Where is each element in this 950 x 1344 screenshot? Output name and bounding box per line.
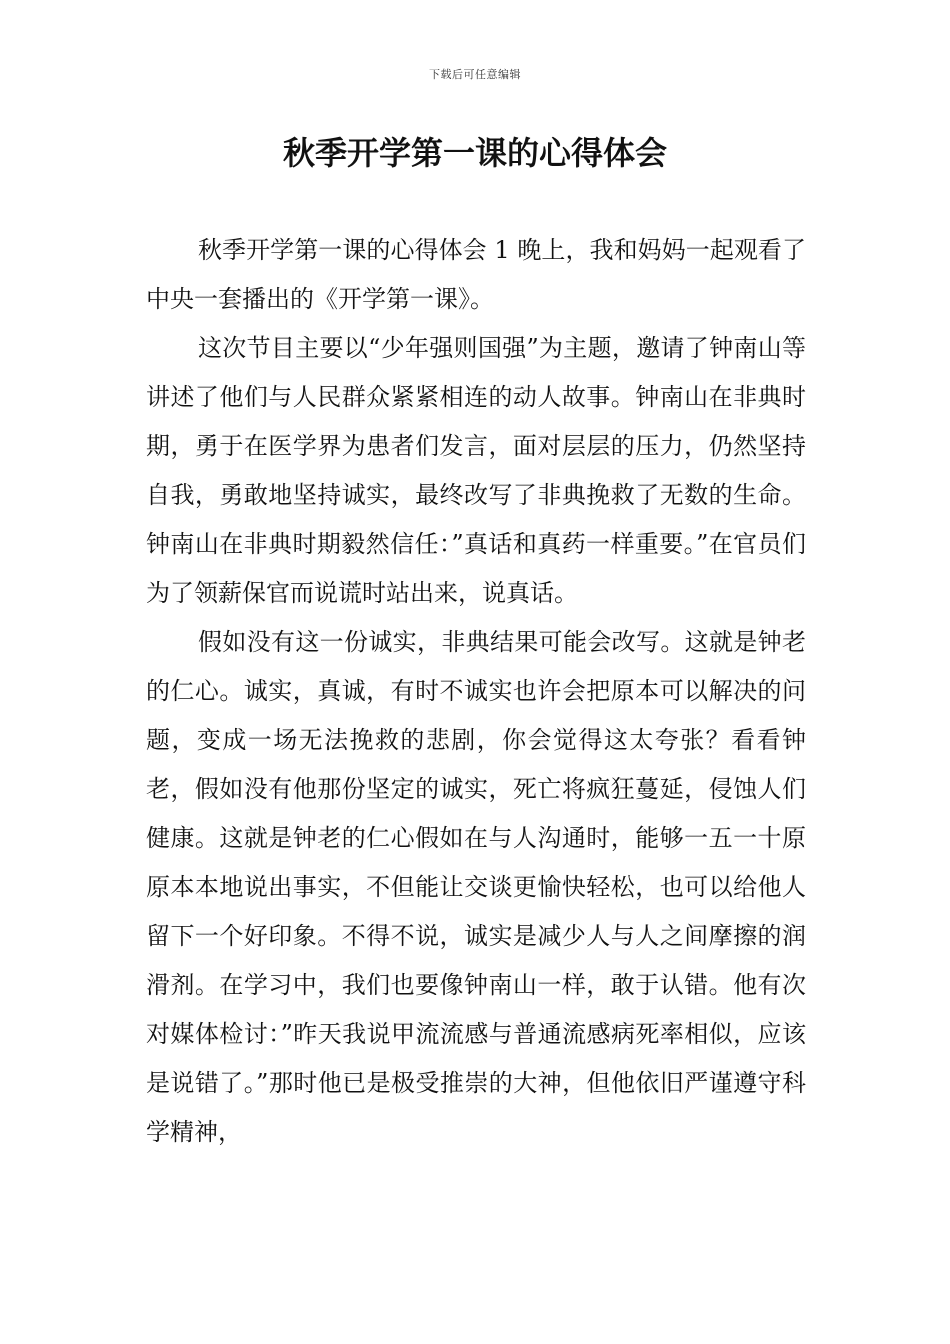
document-body (146, 226, 806, 1157)
document-title: 秋季开学第一课的心得体会 (282, 134, 667, 172)
paragraph-3: 假如没有这一份诚实，非典结果可能会改写。这就是钟老的仁心。诚实，真诚，有时不诚实也许会把原本可以解决的问题，变成一场无法挽救的悲剧，你会觉得这太夸张？看看钟老，假如没有他那份坚定的诚实，死亡将疯狂蔓延，侵蚀人们健康。这就是钟老的仁心假如在与人沟通时，能够一五一十原原本本地说出事实，不但能让交谈更愉快轻松，也可以给他人留下一个好印象。不得不说，诚实是减少人与人之间摩擦的润滑剂。在学习中，我们也要像钟南山一样，敢于认错。他有次对媒体检讨：”昨天我说甲流流感与普通流感病死率相似，应该是说错了。”那时他已是极受推崇的大神，但他依旧严谨遵守科学精神， (146, 628, 806, 1146)
paragraph-2: 这次节目主要以“少年强则国强”为主题，邀请了钟南山等讲述了他们与人民群众紧紧相连的动人故事。钟南山在非典时期，勇于在医学界为患者们发言，面对层层的压力，仍然坚持自我，勇敢地坚持诚实，最终改写了非典挽救了无数的生命。钟南山在非典时期毅然信任：”真话和真药一样重要。”在官员们为了领薪保官而说谎时站出来，说真话。 (146, 334, 806, 607)
paragraph-1: 秋季开学第一课的心得体会 1 晚上，我和妈妈一起观看了中央一套播出的《开学第一课》。 (146, 236, 806, 313)
header-note: 下载后可任意编辑 (429, 68, 521, 81)
